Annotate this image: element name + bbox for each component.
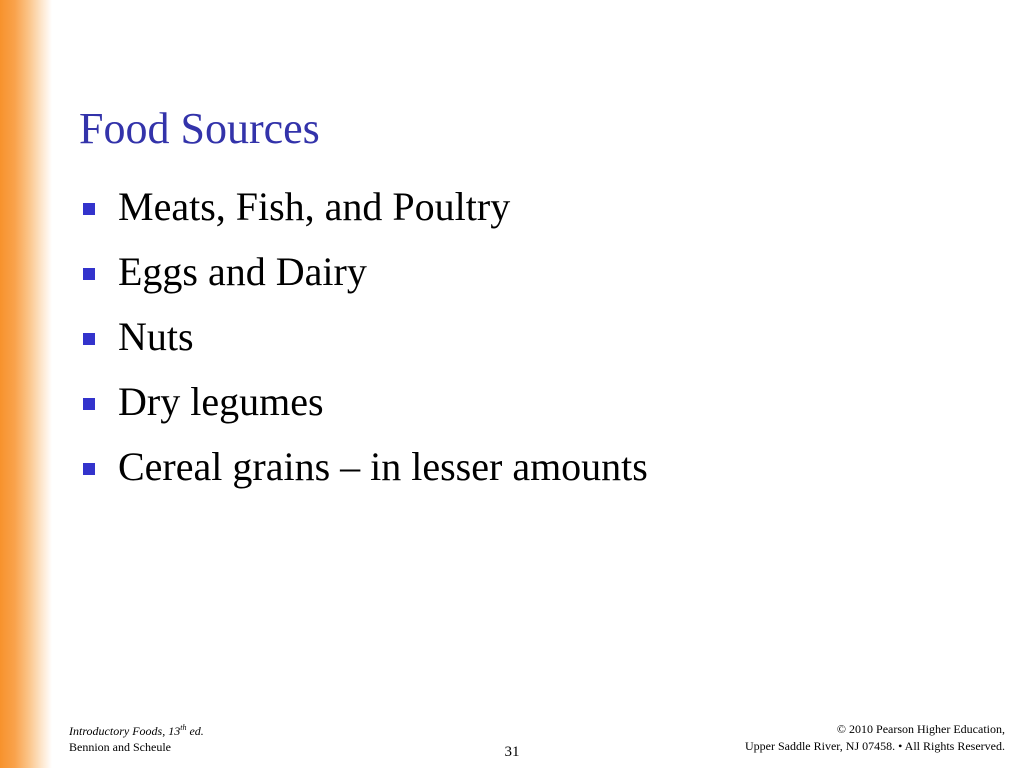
page-number: 31 — [504, 744, 520, 760]
footer-book-info — [69, 723, 204, 755]
bullet-item — [0, 176, 900, 241]
bullet-text: Dry legumes — [118, 379, 324, 424]
bullet-item — [0, 306, 900, 371]
book-edition-suffix: ed. — [186, 724, 204, 738]
square-bullet-icon — [83, 203, 95, 215]
bullet-item — [0, 241, 900, 306]
slide-title: Food Sources — [79, 104, 320, 153]
bullet-text: Cereal grains – in lesser amounts — [118, 444, 648, 489]
square-bullet-icon — [83, 268, 95, 280]
authors: Bennion and Scheule — [69, 740, 171, 754]
bullet-text: Eggs and Dairy — [118, 249, 367, 294]
bullet-text: Nuts — [118, 314, 194, 359]
bullet-text: Meats, Fish, and Poultry — [118, 184, 511, 229]
book-edition-superscript: th — [180, 723, 187, 732]
bullet-list — [0, 176, 900, 501]
copyright-line-2: Upper Saddle River, NJ 07458. • All Rights Reserved. — [744, 739, 1005, 753]
square-bullet-icon — [83, 333, 95, 345]
square-bullet-icon — [83, 398, 95, 410]
bullet-item — [0, 436, 900, 501]
bullet-item — [0, 371, 900, 436]
book-title: Introductory Foods, 13 — [69, 724, 181, 738]
copyright-line-1: © 2010 Pearson Higher Education, — [836, 722, 1005, 736]
square-bullet-icon — [83, 463, 95, 475]
book-title-line — [69, 723, 204, 739]
footer-copyright — [745, 721, 1005, 755]
